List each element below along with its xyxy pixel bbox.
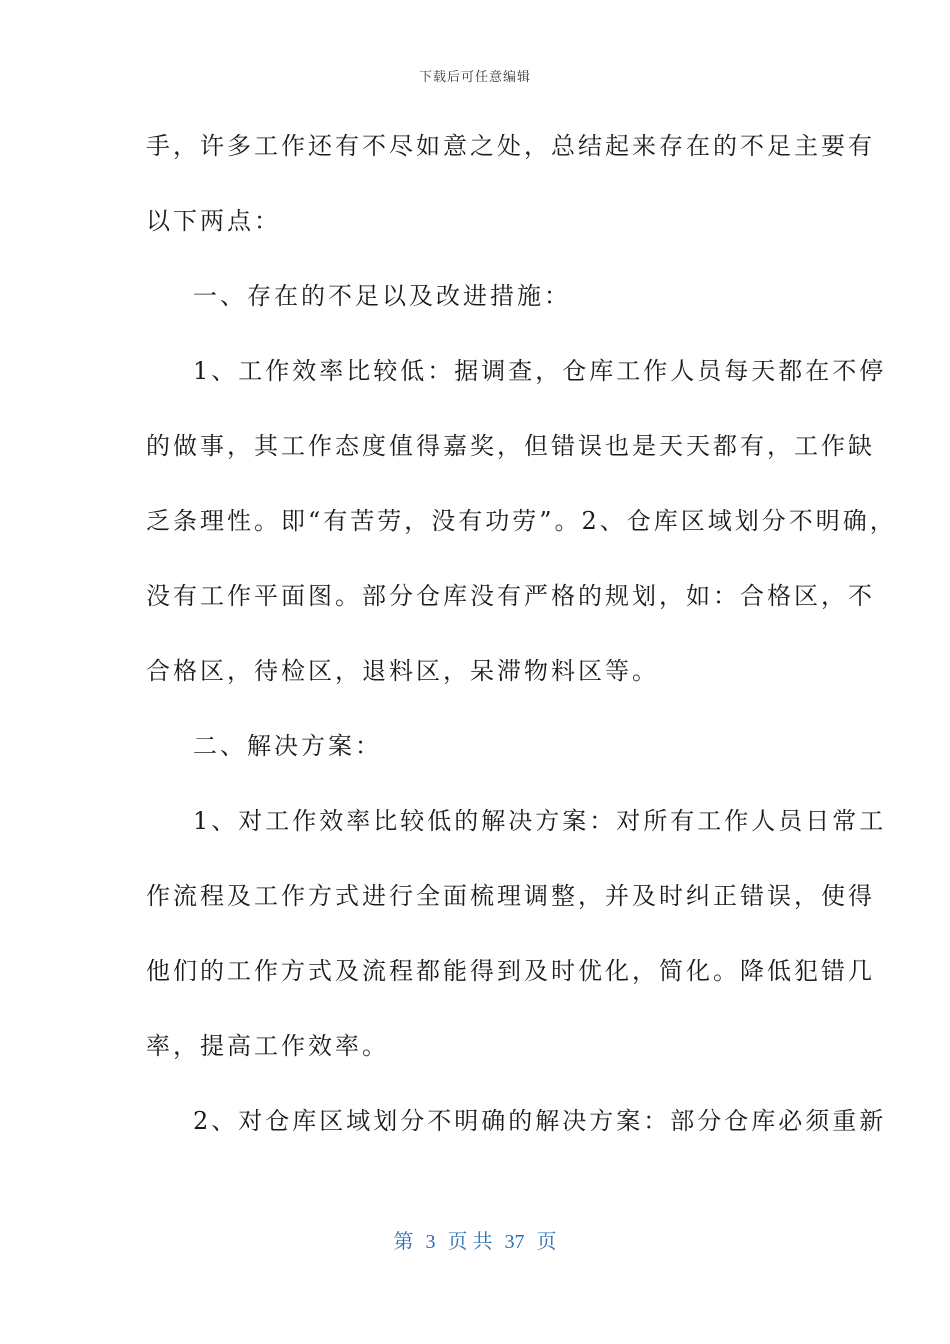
body-line: 率，提高工作效率。	[146, 1032, 389, 1060]
current-page-number: 3	[425, 1231, 436, 1253]
body-line: 的做事，其工作态度值得嘉奖，但错误也是天天都有，工作缺	[146, 432, 875, 460]
body-line: 他们的工作方式及流程都能得到及时优化，简化。降低犯错几	[146, 957, 875, 985]
body-line: 手，许多工作还有不尽如意之处，总结起来存在的不足主要有	[146, 132, 875, 160]
page-label-prefix: 第	[393, 1231, 414, 1253]
total-pages-number: 37	[504, 1231, 525, 1253]
body-line: 乏条理性。即“有苦劳，没有功劳”。2、仓库区域划分不明确，	[146, 507, 897, 535]
body-line: 2、对仓库区域划分不明确的解决方案：部分仓库必须重新	[193, 1107, 887, 1135]
section-heading: 二、解决方案：	[193, 732, 382, 760]
body-line: 以下两点：	[146, 207, 281, 235]
body-line: 1、工作效率比较低：据调查，仓库工作人员每天都在不停	[193, 357, 887, 385]
header-note: 下载后可任意编辑	[418, 70, 531, 85]
section-heading: 一、存在的不足以及改进措施：	[193, 282, 571, 310]
page-label-suffix: 页	[536, 1231, 557, 1253]
page-label-middle: 页 共	[447, 1231, 493, 1253]
body-line: 作流程及工作方式进行全面梳理调整，并及时纠正错误，使得	[146, 882, 875, 910]
body-line: 1、对工作效率比较低的解决方案：对所有工作人员日常工	[193, 807, 887, 835]
body-line: 合格区，待检区，退料区，呆滞物料区等。	[146, 657, 659, 685]
body-line: 没有工作平面图。部分仓库没有严格的规划，如：合格区，不	[146, 582, 875, 610]
page-number-footer	[0, 1225, 950, 1254]
